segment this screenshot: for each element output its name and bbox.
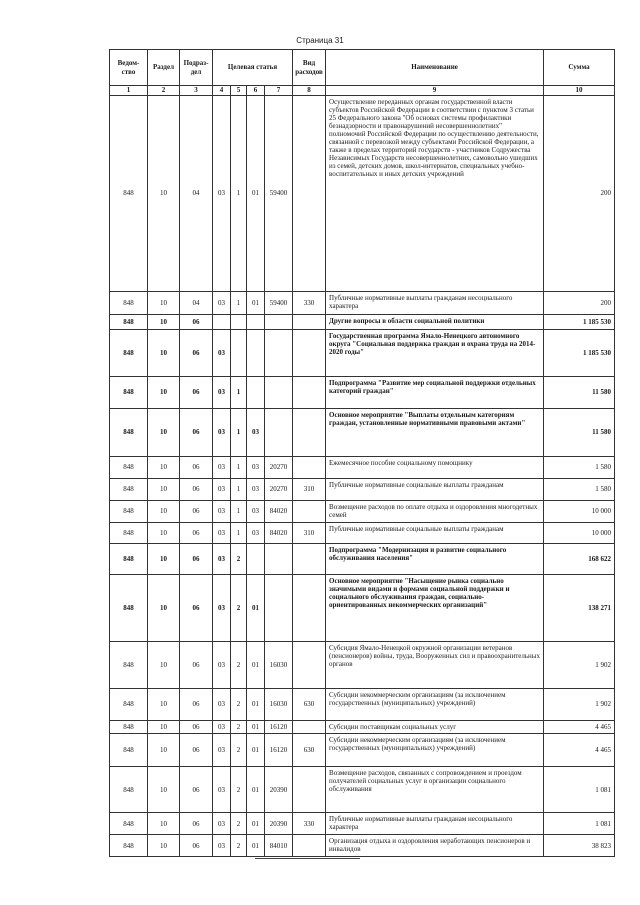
vid-rashodov-cell: 330 [293,813,326,835]
table-row [110,501,615,523]
naimenovanie-cell: Подпрограмма "Модернизация и развитие социального обслуживания населения" [326,544,544,575]
table-row [110,544,615,575]
summa-cell: 11 580 [544,409,615,457]
table-row [110,767,615,813]
table-row [110,575,615,642]
vid-rashodov-cell: 310 [293,479,326,501]
page-number: Страница 31 [296,36,344,45]
razdel-cell: 10 [148,523,180,544]
razdel-cell: 10 [148,96,180,292]
celevaya-4-cell [265,575,293,642]
table-row [110,315,615,330]
razdel-cell: 10 [148,835,180,857]
celevaya-3-cell: 03 [247,479,265,501]
column-number-cell: 8 [293,86,326,96]
celevaya-1-cell: 03 [213,501,231,523]
vedomstvo-cell: 848 [110,734,148,767]
podrazdel-cell: 06 [180,767,213,813]
celevaya-2-cell: 1 [231,523,247,544]
celevaya-3-cell [247,315,265,330]
celevaya-1-cell: 03 [213,544,231,575]
header-summa: Сумма [544,50,615,86]
naimenovanie-cell: Осуществление переданных органам государственной власти субъектов Российской Федерации в соответствии с пунктом 3 статьи 25 Федерального закона "Об основах системы профилактики безнадзорности и правонарушений несовершеннолетних" полномочий Российской Федерации по осуществлению деятельности, связанной с перевозкой между субъектами Российской Федерации, а также в пределах территорий государств - участников Содружества Независимых Государств несовершеннолетних, самовольно ушедших из семей, детских домов, школ-интернатов, специальных учебно-воспитательных и иных детских учреждений [326,96,544,292]
podrazdel-cell: 06 [180,330,213,377]
column-number-cell: 9 [326,86,544,96]
naimenovanie-cell: Возмещение расходов, связанных с сопровождением и проездом получателей социальных услуг в организации социального обслуживания [326,767,544,813]
podrazdel-cell: 06 [180,835,213,857]
podrazdel-cell: 06 [180,642,213,689]
podrazdel-cell: 06 [180,501,213,523]
celevaya-2-cell [231,330,247,377]
header-vid-rashodov: Вид расходов [293,50,326,86]
podrazdel-cell: 06 [180,457,213,479]
naimenovanie-cell: Основное мероприятие "Выплаты отдельным категориям граждан, установленные нормативными правовыми актами" [326,409,544,457]
summa-cell: 200 [544,292,615,315]
summa-cell: 38 823 [544,835,615,857]
celevaya-1-cell: 03 [213,292,231,315]
celevaya-4-cell: 20390 [265,767,293,813]
header-podrazdel: Подраз-дел [180,50,213,86]
celevaya-2-cell: 2 [231,642,247,689]
column-number-cell: 7 [265,86,293,96]
vid-rashodov-cell: 330 [293,292,326,315]
podrazdel-cell: 06 [180,734,213,767]
vid-rashodov-cell [293,96,326,292]
table-row [110,523,615,544]
summa-cell: 168 622 [544,544,615,575]
celevaya-2-cell: 2 [231,575,247,642]
razdel-cell: 10 [148,479,180,501]
celevaya-4-cell: 84010 [265,835,293,857]
celevaya-4-cell: 16030 [265,689,293,721]
summa-cell: 1 902 [544,689,615,721]
table-row [110,96,615,292]
celevaya-1-cell: 03 [213,575,231,642]
naimenovanie-cell: Государственная программа Ямало-Ненецкого автономного округа "Социальная поддержка граждан и охрана труда на 2014-2020 годы" [326,330,544,377]
table-row [110,813,615,835]
celevaya-3-cell: 01 [247,813,265,835]
column-number-cell: 6 [247,86,265,96]
celevaya-2-cell: 1 [231,457,247,479]
column-number-cell: 2 [148,86,180,96]
table-row [110,642,615,689]
summa-cell: 200 [544,96,615,292]
header-razdel: Раздел [148,50,180,86]
naimenovanie-cell: Публичные нормативные социальные выплаты гражданам [326,479,544,501]
vedomstvo-cell: 848 [110,501,148,523]
summa-cell: 11 580 [544,377,615,409]
vedomstvo-cell: 848 [110,689,148,721]
celevaya-2-cell: 2 [231,835,247,857]
podrazdel-cell: 06 [180,721,213,734]
naimenovanie-cell: Подпрограмма "Развитие мер социальной поддержки отдельных категорий граждан" [326,377,544,409]
naimenovanie-cell: Субсидии некоммерческим организациям (за исключением государственных (муниципальных) учреждений) [326,689,544,721]
celevaya-1-cell: 03 [213,835,231,857]
celevaya-2-cell: 2 [231,767,247,813]
table-row [110,479,615,501]
summa-cell: 1 185 530 [544,330,615,377]
celevaya-3-cell: 01 [247,575,265,642]
celevaya-2-cell: 2 [231,734,247,767]
summa-cell: 1 081 [544,813,615,835]
table-row [110,292,615,315]
vid-rashodov-cell [293,315,326,330]
razdel-cell: 10 [148,575,180,642]
vedomstvo-cell: 848 [110,377,148,409]
vid-rashodov-cell [293,642,326,689]
vid-rashodov-cell [293,501,326,523]
vid-rashodov-cell [293,409,326,457]
celevaya-2-cell: 1 [231,96,247,292]
vid-rashodov-cell [293,767,326,813]
vid-rashodov-cell [293,575,326,642]
razdel-cell: 10 [148,544,180,575]
header-naimenovanie: Наименование [326,50,544,86]
vedomstvo-cell: 848 [110,523,148,544]
summa-cell: 10 000 [544,523,615,544]
celevaya-3-cell: 01 [247,96,265,292]
celevaya-3-cell: 01 [247,734,265,767]
celevaya-1-cell: 03 [213,479,231,501]
podrazdel-cell: 06 [180,409,213,457]
vid-rashodov-cell [293,544,326,575]
vedomstvo-cell: 848 [110,457,148,479]
table-row [110,721,615,734]
vedomstvo-cell: 848 [110,96,148,292]
vid-rashodov-cell [293,457,326,479]
table-body [110,96,615,857]
celevaya-3-cell: 03 [247,501,265,523]
celevaya-2-cell: 1 [231,292,247,315]
celevaya-3-cell [247,330,265,377]
celevaya-4-cell: 84020 [265,501,293,523]
vedomstvo-cell: 848 [110,292,148,315]
summa-cell: 1 081 [544,767,615,813]
razdel-cell: 10 [148,721,180,734]
celevaya-2-cell: 2 [231,721,247,734]
podrazdel-cell: 06 [180,544,213,575]
naimenovanie-cell: Основное мероприятие "Насыщение рынка социально значимыми видами и формами социальной поддержки и социального обслуживания граждан, социально-ориентированных некоммерческих организаций" [326,575,544,642]
razdel-cell: 10 [148,501,180,523]
summa-cell: 10 000 [544,501,615,523]
celevaya-3-cell: 03 [247,409,265,457]
table-row [110,734,615,767]
razdel-cell: 10 [148,457,180,479]
table-row [110,689,615,721]
celevaya-4-cell: 59400 [265,292,293,315]
header-celevaya-statya: Целевая статья [213,50,293,86]
razdel-cell: 10 [148,642,180,689]
razdel-cell: 10 [148,734,180,767]
celevaya-3-cell: 01 [247,721,265,734]
vid-rashodov-cell [293,330,326,377]
podrazdel-cell: 06 [180,479,213,501]
razdel-cell: 10 [148,409,180,457]
vedomstvo-cell: 848 [110,813,148,835]
celevaya-2-cell [231,315,247,330]
celevaya-3-cell: 01 [247,835,265,857]
podrazdel-cell: 06 [180,575,213,642]
celevaya-2-cell: 2 [231,689,247,721]
summa-cell: 138 271 [544,575,615,642]
celevaya-1-cell: 03 [213,813,231,835]
budget-table [109,49,615,857]
vedomstvo-cell: 848 [110,767,148,813]
podrazdel-cell: 04 [180,96,213,292]
razdel-cell: 10 [148,330,180,377]
celevaya-3-cell [247,544,265,575]
celevaya-3-cell: 03 [247,457,265,479]
summa-cell: 1 185 530 [544,315,615,330]
podrazdel-cell: 06 [180,523,213,544]
summa-cell: 1 580 [544,479,615,501]
naimenovanie-cell: Публичные нормативные выплаты гражданам несоциального характера [326,292,544,315]
podrazdel-cell: 04 [180,292,213,315]
naimenovanie-cell: Субсидии некоммерческим организациям (за исключением государственных (муниципальных) учреждений) [326,734,544,767]
vid-rashodov-cell [293,377,326,409]
naimenovanie-cell: Публичные нормативные социальные выплаты гражданам [326,523,544,544]
celevaya-1-cell: 03 [213,734,231,767]
podrazdel-cell: 06 [180,315,213,330]
naimenovanie-cell: Публичные нормативные выплаты гражданам несоциального характера [326,813,544,835]
table-row [110,409,615,457]
celevaya-1-cell: 03 [213,721,231,734]
naimenovanie-cell: Субсидии поставщикам социальных услуг [326,721,544,734]
celevaya-1-cell: 03 [213,96,231,292]
celevaya-4-cell [265,330,293,377]
celevaya-1-cell [213,315,231,330]
celevaya-1-cell: 03 [213,409,231,457]
naimenovanie-cell: Возмещение расходов по оплате отдыха и оздоровления многодетных семей [326,501,544,523]
celevaya-3-cell: 03 [247,523,265,544]
vid-rashodov-cell [293,721,326,734]
vid-rashodov-cell [293,835,326,857]
celevaya-1-cell: 03 [213,523,231,544]
celevaya-4-cell: 20270 [265,457,293,479]
vedomstvo-cell: 848 [110,642,148,689]
celevaya-1-cell: 03 [213,330,231,377]
celevaya-4-cell: 20270 [265,479,293,501]
celevaya-3-cell: 01 [247,642,265,689]
summa-cell: 1 902 [544,642,615,689]
celevaya-4-cell [265,377,293,409]
celevaya-2-cell: 1 [231,501,247,523]
vedomstvo-cell: 848 [110,409,148,457]
vedomstvo-cell: 848 [110,835,148,857]
header-vedomstvo: Ведом-ство [110,50,148,86]
summa-cell: 1 580 [544,457,615,479]
celevaya-4-cell: 16120 [265,734,293,767]
bottom-rule [255,858,360,859]
vid-rashodov-cell: 630 [293,734,326,767]
celevaya-2-cell: 1 [231,479,247,501]
celevaya-3-cell: 01 [247,767,265,813]
vid-rashodov-cell: 630 [293,689,326,721]
vedomstvo-cell: 848 [110,330,148,377]
summa-cell: 4 465 [544,721,615,734]
celevaya-2-cell: 2 [231,544,247,575]
podrazdel-cell: 06 [180,813,213,835]
celevaya-4-cell: 59400 [265,96,293,292]
vedomstvo-cell: 848 [110,721,148,734]
vedomstvo-cell: 848 [110,575,148,642]
celevaya-4-cell: 84020 [265,523,293,544]
vid-rashodov-cell: 310 [293,523,326,544]
razdel-cell: 10 [148,689,180,721]
celevaya-1-cell: 03 [213,767,231,813]
celevaya-4-cell [265,544,293,575]
celevaya-4-cell: 16120 [265,721,293,734]
celevaya-4-cell: 16030 [265,642,293,689]
table-row [110,457,615,479]
razdel-cell: 10 [148,813,180,835]
celevaya-1-cell: 03 [213,457,231,479]
column-number-cell: 1 [110,86,148,96]
vedomstvo-cell: 848 [110,315,148,330]
celevaya-4-cell [265,409,293,457]
celevaya-1-cell: 03 [213,642,231,689]
column-number-row [110,86,615,96]
summa-cell: 4 465 [544,734,615,767]
celevaya-2-cell: 1 [231,409,247,457]
column-number-cell: 10 [544,86,615,96]
celevaya-3-cell [247,377,265,409]
naimenovanie-cell: Другие вопросы в области социальной политики [326,315,544,330]
celevaya-2-cell: 2 [231,813,247,835]
podrazdel-cell: 06 [180,377,213,409]
table-row [110,835,615,857]
column-number-cell: 5 [231,86,247,96]
razdel-cell: 10 [148,377,180,409]
razdel-cell: 10 [148,292,180,315]
table-row [110,377,615,409]
column-number-cell: 4 [213,86,231,96]
table-row [110,330,615,377]
celevaya-3-cell: 01 [247,689,265,721]
naimenovanie-cell: Субсидия Ямало-Ненецкой окружной организации ветеранов (пенсионеров) войны, труда, Вооруженных сил и правоохранительных органов [326,642,544,689]
column-number-cell: 3 [180,86,213,96]
vedomstvo-cell: 848 [110,479,148,501]
celevaya-4-cell: 20390 [265,813,293,835]
naimenovanie-cell: Ежемесячное пособие социальному помощнику [326,457,544,479]
celevaya-3-cell: 01 [247,292,265,315]
naimenovanie-cell: Организация отдыха и оздоровления неработающих пенсионеров и инвалидов [326,835,544,857]
celevaya-4-cell [265,315,293,330]
vedomstvo-cell: 848 [110,544,148,575]
celevaya-1-cell: 03 [213,689,231,721]
razdel-cell: 10 [148,767,180,813]
celevaya-2-cell: 1 [231,377,247,409]
razdel-cell: 10 [148,315,180,330]
podrazdel-cell: 06 [180,689,213,721]
celevaya-1-cell: 03 [213,377,231,409]
